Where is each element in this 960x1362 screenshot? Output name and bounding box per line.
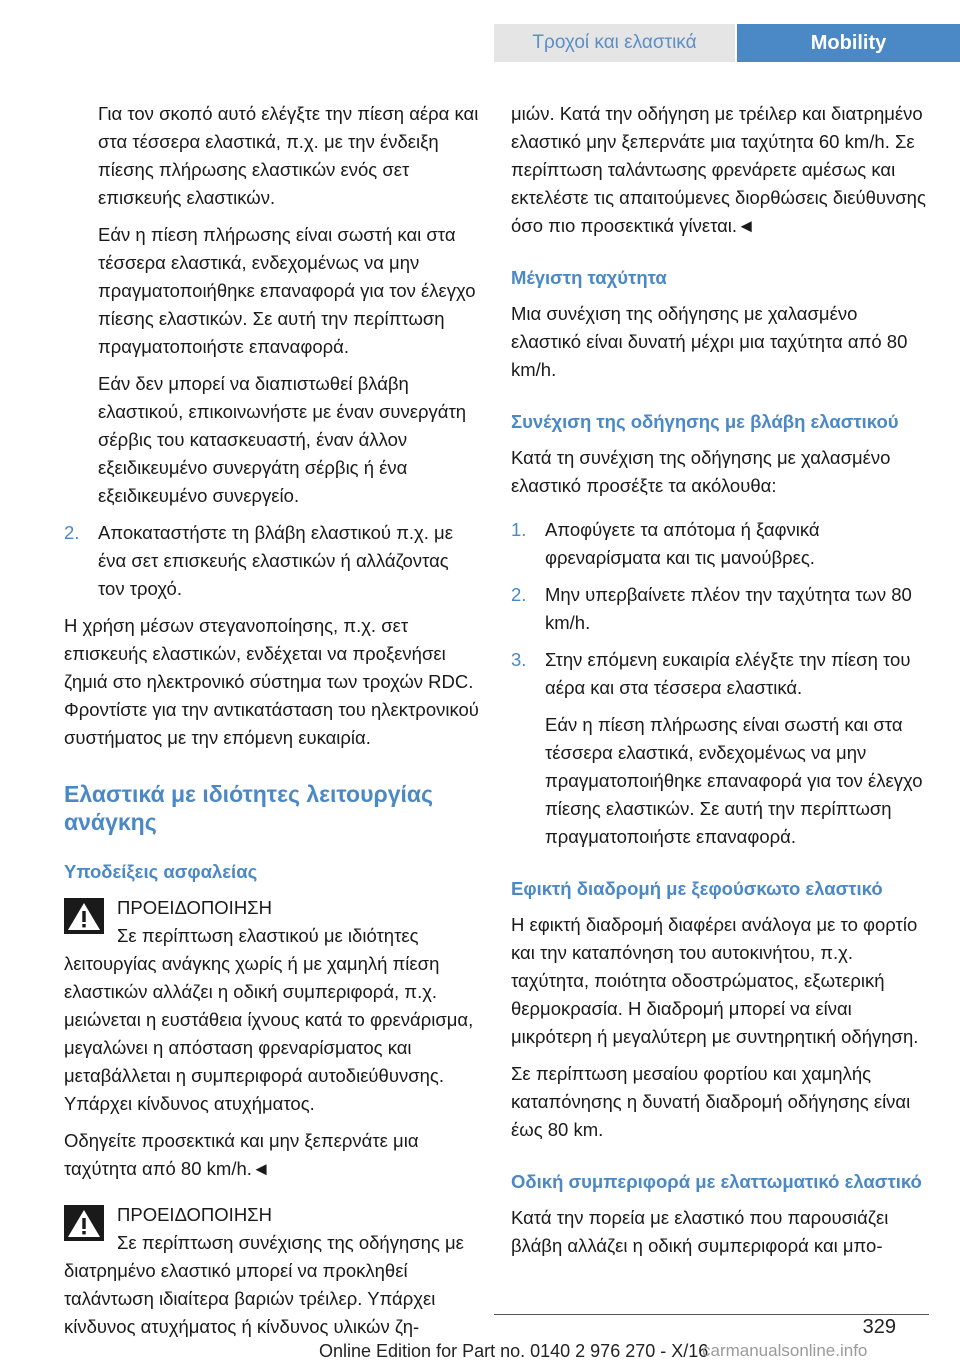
warning-title: ΠΡΟΕΙΔΟΠΟΙΗΣΗ (117, 1204, 272, 1225)
paragraph: Για τον σκοπό αυτό ελέγξτε την πίεση αέρα και στα τέσσερα ελαστικά, π.χ. με την ένδειξη πίεσης πλήρωσης ελαστικών ενός σετ επισκευής ελαστικών. (98, 103, 479, 208)
paragraph: Σε περίπτωση μεσαίου φορτίου και χαμηλής καταπόνησης η δυνατή διαδρομή οδήγησης είναι έως 80 km. (511, 1063, 911, 1140)
subsection-heading: Συνέχιση της οδήγησης με βλάβη ελαστικού (511, 411, 899, 432)
left-column (64, 100, 480, 1341)
warning-text: Οδηγείτε προσεκτικά και μην ξεπερνάτε μια ταχύτητα από 80 km/h.◄ (64, 1130, 419, 1179)
paragraph: Κατά την πορεία με ελαστικό που παρουσιάζει βλάβη αλλάζει η οδική συμπεριφορά και μπο- (511, 1207, 889, 1256)
watermark: carmanualsonline.info (702, 1341, 868, 1360)
header-section-title: Τροχοί και ελαστικά (494, 24, 735, 62)
paragraph: Η εφικτή διαδρομή διαφέρει ανάλογα με το φορτίο και την καταπόνηση του αυτοκινήτου, π.χ. ταχύτητα, ποιότητα οδοστρώματος, εξωτερική θερμοκρασία. Η διαδρομή μπορεί να είναι μικρότερη ή μεγαλύτερη με συντηρητική οδήγηση. (511, 914, 919, 1047)
page-header (0, 24, 960, 62)
subsection-heading: Οδική συμπεριφορά με ελαττωματικό ελαστικό (511, 1171, 922, 1192)
list-item (511, 581, 929, 637)
list-text: Αποκαταστήστε τη βλάβη ελαστικού π.χ. με ένα σετ επισκευής ελαστικών ή αλλάζοντας τον τροχό. (98, 522, 453, 599)
list-item (511, 646, 929, 702)
edition-note: Online Edition for Part no. 0140 2 976 270 - X/16 (319, 1341, 709, 1361)
paragraph: Κατά τη συνέχιση της οδήγησης με χαλασμένο ελαστικό προσέξτε τα ακόλουθα: (511, 447, 891, 496)
paragraph: Εάν η πίεση πλήρωσης είναι σωστή και στα τέσσερα ελαστικά, ενδεχομένως να μην πραγματοποιήθηκε επαναφορά για τον έλεγχο πίεσης ελαστικών. Σε αυτή την περίπτωση πραγματοποιήστε επαναφορά. (98, 224, 476, 357)
warning-block (64, 894, 480, 1183)
footer-divider (494, 1314, 929, 1315)
list-text: Αποφύγετε τα απότομα ή ξαφνικά φρεναρίσματα και τις μανούβρες. (545, 519, 820, 568)
list-number: 3. (511, 649, 527, 670)
warning-text: Σε περίπτωση συνέχισης της οδήγησης με διατρημένο ελαστικό μπορεί να προκληθεί ταλάντωση ιδιαίτερα βαριών τρέιλερ. Υπάρχει κίνδυνος ατυχήματος ή κίνδυνος υλικών ζη- (64, 1232, 464, 1337)
list-number: 1. (511, 519, 527, 540)
paragraph: Εάν η πίεση πλήρωσης είναι σωστή και στα τέσσερα ελαστικά, ενδεχομένως να μην πραγματοποιήθηκε επαναφορά για τον έλεγχο πίεσης ελαστικών. Σε αυτή την περίπτωση πραγματοποιήστε επαναφορά. (545, 714, 923, 847)
subsection-heading: Εφικτή διαδρομή με ξεφούσκωτο ελαστικό (511, 878, 883, 899)
list-item (64, 519, 480, 603)
header-chapter-tab: Mobility (737, 24, 960, 62)
paragraph: Η χρήση μέσων στεγανοποίησης, π.χ. σετ επισκευής ελαστικών, ενδέχεται να προξενήσει ζημιά στο ηλεκτρονικό σύστημα των τροχών RDC. Φροντίστε για την αντικατάσταση του ηλεκτρονικού συστήματος με την επόμενη ευκαιρία. (64, 615, 479, 748)
warning-icon (64, 1205, 104, 1241)
list-number: 2. (511, 584, 527, 605)
subsection-heading: Υποδείξεις ασφαλείας (64, 861, 258, 882)
warning-block (64, 1201, 480, 1341)
paragraph: Μια συνέχιση της οδήγησης με χαλασμένο ελαστικό είναι δυνατή μέχρι μια ταχύτητα από 80 km/h. (511, 303, 908, 380)
list-item (511, 516, 929, 572)
warning-text: Σε περίπτωση ελαστικού με ιδιότητες λειτουργίας ανάγκης χωρίς ή με χαμηλή πίεση ελαστικών αλλάζει η οδική συμπεριφορά, π.χ. μειώνεται η ευστάθεια ίχνους κατά το φρενάρισμα, μεγαλώνει η απόσταση φρεναρίσματος και μεταβάλλεται η συμπεριφορά αυτοδιεύθυνσης. Υπάρχει κίνδυνος ατυχήματος. (64, 925, 474, 1114)
list-text: Μην υπερβαίνετε πλέον την ταχύτητα των 80 km/h. (545, 584, 912, 633)
section-heading: Ελαστικά με ιδιότητες λειτουργίας ανάγκης (64, 781, 433, 835)
page-number: 329 (862, 1316, 896, 1338)
warning-icon (64, 898, 104, 934)
list-number: 2. (64, 522, 80, 543)
subsection-heading: Μέγιστη ταχύτητα (511, 267, 667, 288)
list-text: Στην επόμενη ευκαιρία ελέγξτε την πίεση του αέρα και στα τέσσερα ελαστικά. (545, 649, 911, 698)
right-column (511, 100, 929, 1269)
paragraph: μιών. Κατά την οδήγηση με τρέιλερ και διατρημένο ελαστικό μην ξεπερνάτε μια ταχύτητα 60 km/h. Σε περίπτωση ταλάντωσης φρενάρετε αμέσως και εκτελέστε τις απαιτούμενες διορθώσεις διεύθυνσης όσο πιο προσεκτικά γίνεται.◄ (511, 103, 926, 236)
paragraph: Εάν δεν μπορεί να διαπιστωθεί βλάβη ελαστικού, επικοινωνήστε με έναν συνεργάτη σέρβις του κατασκευαστή, έναν άλλον εξειδικευμένο συνεργάτη σέρβις ή ένα εξειδικευμένο συνεργείο. (98, 373, 467, 506)
warning-title: ΠΡΟΕΙΔΟΠΟΙΗΣΗ (117, 897, 272, 918)
